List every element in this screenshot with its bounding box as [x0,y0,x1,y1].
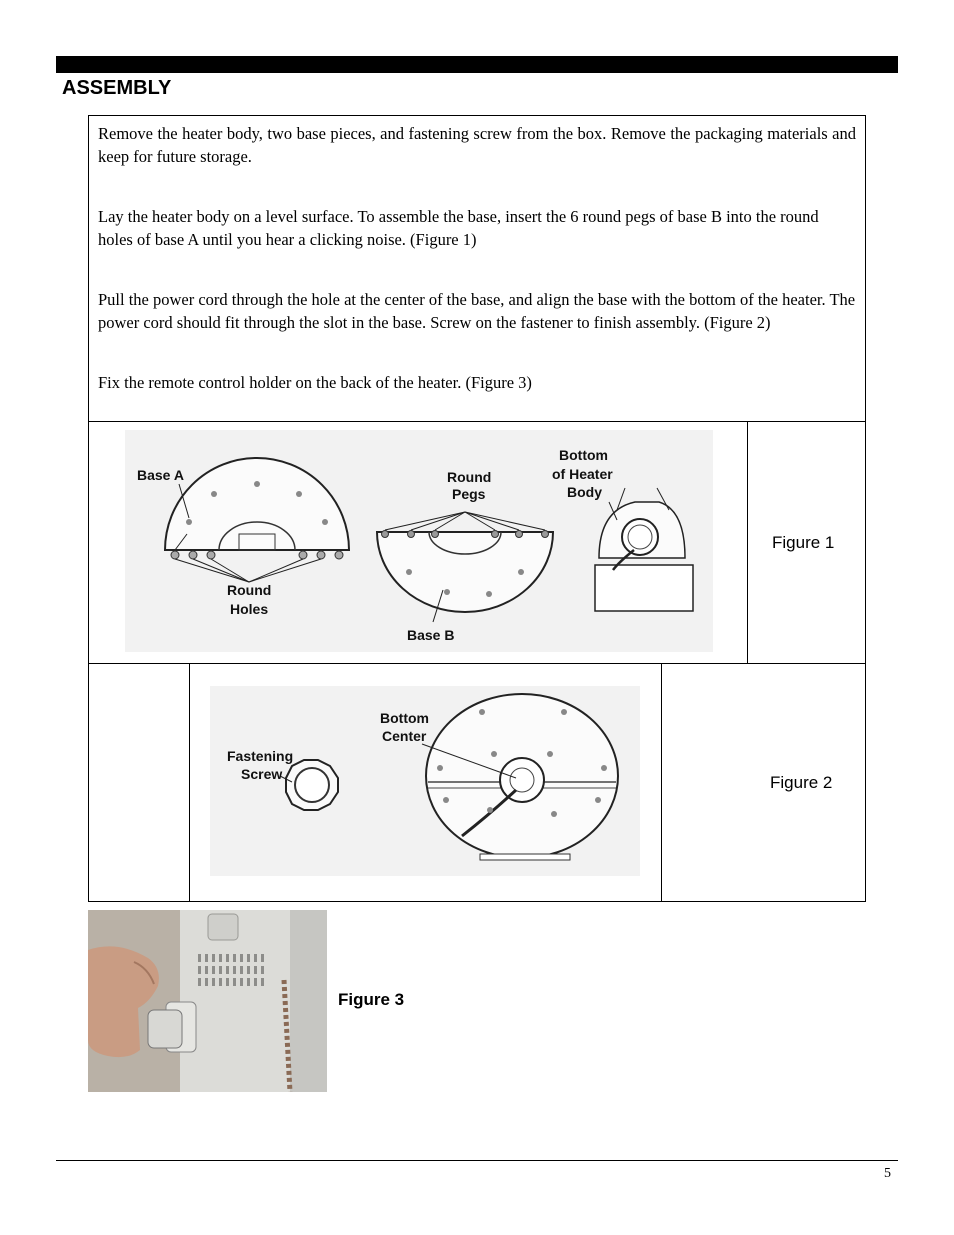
callout-round-pegs: Round [447,469,492,485]
figure-1-cell [88,421,748,664]
header-rule [56,56,898,73]
callout-base-b: Base B [407,627,455,643]
callout-fastening-screw: Fastening [227,748,294,764]
page-number: 5 [884,1166,891,1181]
instruction-step: Pull the power cord through the hole at the center of the base, and align the base with the bottom of the heater. The power cord should fit through the slot in the base. Screw on the fastener to finish assembly. (Figure 2) [98,290,856,332]
callout-bottom-center: Bottom [380,710,429,726]
callout-bottom-heater: Body [567,484,602,500]
empty-cell [88,663,190,902]
figure-1-label-cell [747,421,866,664]
instruction-step: Fix the remote control holder on the back of the heater. (Figure 3) [98,373,532,392]
footer-rule [56,1160,898,1161]
figure-2-cell [189,663,662,902]
instruction-step: Remove the heater body, two base pieces, and fastening screw from the box. Remove the packaging materials and keep for future storage. [98,124,856,166]
instruction-step: Lay the heater body on a level surface. To assemble the base, insert the 6 round pegs of base B into the round holes of base A until you hear a clicking noise. (Figure 1) [98,207,819,249]
figure-3-label: Figure 3 [338,990,405,1009]
instructions-box [88,115,866,422]
figure-3-photo [88,910,327,1092]
callout-round-holes: Holes [230,601,269,617]
callout-bottom-heater: of Heater [552,466,613,482]
callout-bottom-heater: Bottom [559,447,608,463]
callout-round-holes: Round [227,582,272,598]
figure-2-illustration [190,664,661,901]
figure-1-illustration [89,422,747,663]
callout-fastening-screw: Screw [241,766,283,782]
callout-bottom-center: Center [382,728,427,744]
callout-base-a: Base A [137,467,184,483]
callout-round-pegs: Pegs [452,486,486,502]
section-heading: ASSEMBLY [62,77,172,99]
figure-2-label: Figure 2 [770,773,833,792]
figure-1-label: Figure 1 [772,533,835,552]
figure-2-label-cell [661,663,866,902]
